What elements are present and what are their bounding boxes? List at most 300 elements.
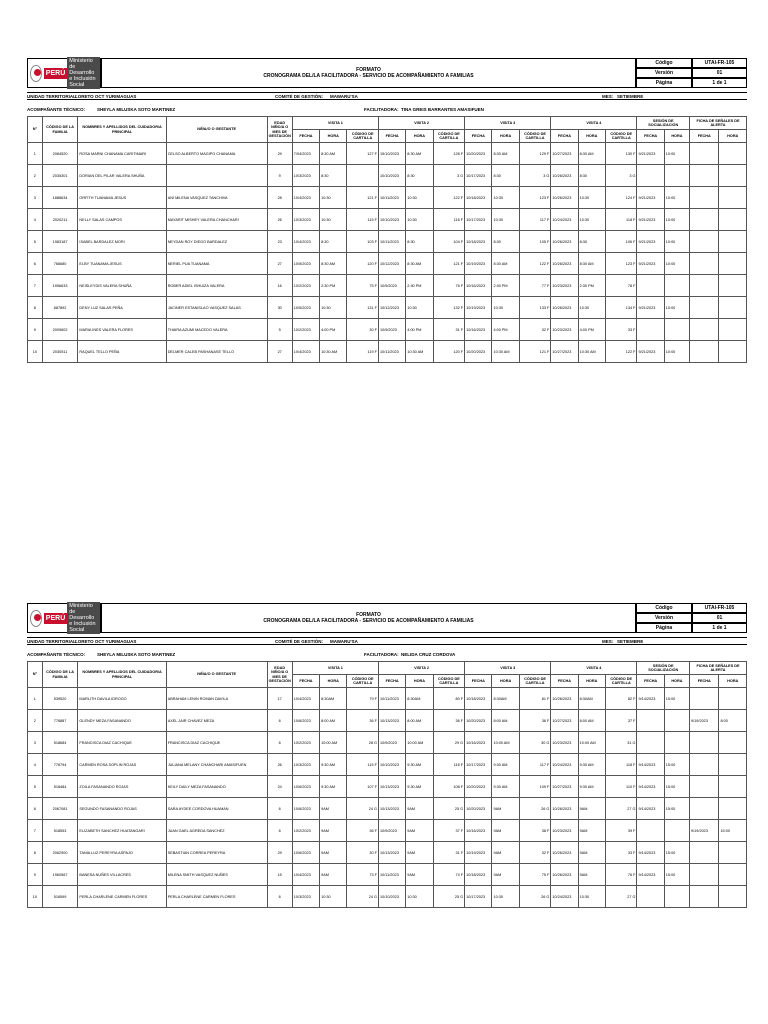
comite-value: MAWARU'SA	[330, 639, 358, 644]
cell-v1-cartilla: 73 F	[347, 864, 379, 886]
cell-v1-fecha: 10/3/2023	[292, 886, 319, 908]
cell-ficha-hora	[719, 187, 747, 209]
cell-v1-fecha: 10/4/2023	[292, 341, 319, 363]
cell-sesion-fecha: 9/14/2023	[637, 842, 664, 864]
cell-v2-hora: 9:30 AM	[406, 754, 433, 776]
cell-nino: MILENA SMITH VASQUEZ NUÑES	[166, 864, 267, 886]
cell-v3-hora: 9AM	[492, 798, 519, 820]
acompanante-label: ACOMPAÑANTE TÉCNICO:	[27, 652, 86, 657]
cell-n: 6	[28, 253, 43, 275]
cell-v1-fecha: 10/2/2023	[292, 275, 319, 297]
cell-v4-cartilla: 123 F	[605, 253, 637, 275]
cell-nino	[166, 165, 267, 187]
cell-v1-cartilla: 28 G	[347, 732, 379, 754]
cell-n: 4	[28, 209, 43, 231]
subcol-fecha: FECHA	[378, 675, 405, 688]
cell-v2-hora: 8:30	[406, 165, 433, 187]
col-ficha: FICHA DE SEÑALES DE ALERTA	[690, 117, 747, 130]
cell-v4-hora: 9AM	[578, 798, 605, 820]
col-visita2: VISITA 2	[378, 662, 464, 675]
cell-v3-cartilla: 105 F	[519, 231, 551, 253]
cell-v4-fecha: 10/26/2023	[551, 688, 578, 710]
table-row	[28, 886, 747, 908]
acompanante-value: SHEYLA MILUSKA SOTO MARTINEZ	[97, 107, 176, 112]
cell-v3-fecha: 10/20/2023	[465, 341, 492, 363]
peru-seal-icon	[30, 65, 42, 82]
cell-v4-hora: 9AM	[578, 820, 605, 842]
cell-v4-fecha: 10/26/2023	[551, 231, 578, 253]
cell-sesion-fecha: 9/21/2023	[637, 297, 664, 319]
cell-sesion-fecha	[637, 319, 664, 341]
table-row	[28, 732, 747, 754]
cell-v2-fecha: 10/11/2023	[378, 187, 405, 209]
cell-edad: 28	[267, 187, 292, 209]
logo-peru-text: PERÚ	[45, 69, 66, 77]
table-row	[28, 231, 747, 253]
cell-edad: 9	[267, 165, 292, 187]
cell-v3-hora: 9:30 AM	[492, 754, 519, 776]
facilitadora-value: NELIDA CRUZ CORDOVA	[401, 652, 456, 657]
col-visita2: VISITA 2	[378, 117, 464, 130]
cell-sesion-fecha	[637, 820, 664, 842]
subcol-hora: HORA	[320, 675, 347, 688]
cell-v4-hora: 8:30	[578, 231, 605, 253]
cell-v2-hora: 8:30	[406, 231, 433, 253]
cell-v1-hora: 9AM	[320, 820, 347, 842]
cell-ficha-fecha	[690, 842, 719, 864]
mes-label: MES:	[602, 639, 614, 644]
subcol-fecha: FECHA	[690, 130, 719, 143]
cell-codigo: 2062900	[42, 842, 78, 864]
cell-v1-fecha: 10/6/2023	[292, 842, 319, 864]
cell-cuidador: FRANCISCA DIAZ CACHIQUE	[78, 732, 166, 754]
cell-v4-fecha: 10/26/2023	[551, 165, 578, 187]
cell-v1-cartilla: 107 F	[347, 776, 379, 798]
cell-v3-cartilla: 121 F	[519, 341, 551, 363]
cell-v1-cartilla: 36 F	[347, 710, 379, 732]
cell-sesion-hora: 15:00	[664, 842, 689, 864]
cell-nino: NEYDAN ROY DIEGO BARDALEZ	[166, 231, 267, 253]
cell-v3-fecha: 10/16/2023	[465, 820, 492, 842]
cell-v3-cartilla: 81 F	[519, 688, 551, 710]
cell-v1-cartilla: 121 F	[347, 187, 379, 209]
cell-v3-cartilla: 117 F	[519, 754, 551, 776]
cell-v3-cartilla: 123 F	[519, 187, 551, 209]
cell-v4-cartilla: 27 G	[605, 886, 637, 908]
cell-v4-cartilla: 118 F	[605, 209, 637, 231]
cell-n: 5	[28, 776, 43, 798]
cell-v4-cartilla: 78 F	[605, 275, 637, 297]
cell-cuidador: DENY LUZ SALAS PEÑA	[78, 297, 166, 319]
cell-v1-fecha: 10/4/2023	[292, 231, 319, 253]
subcol-cod-cartilla: CÓDIGO DE CARTILLA	[519, 675, 551, 688]
cell-v2-fecha: 10/9/2023	[378, 820, 405, 842]
cell-v2-fecha: 10/11/2023	[378, 231, 405, 253]
cell-v4-hora: 10:30	[578, 209, 605, 231]
cell-ficha-hora	[719, 253, 747, 275]
cell-v1-hora: 10:30	[320, 187, 347, 209]
table-row	[28, 754, 747, 776]
cell-v2-cartilla: 116 F	[433, 754, 465, 776]
subcol-fecha: FECHA	[551, 130, 578, 143]
cell-v1-hora: 10:30	[320, 297, 347, 319]
document-title: FORMATO CRONOGRAMA DEL/LA FACILITADORA - SERVICIO DE ACOMPAÑAMIENTO A FAMILIAS	[101, 603, 636, 633]
cell-v4-hora: 10:30	[578, 886, 605, 908]
cell-v4-fecha: 10/27/2023	[551, 143, 578, 165]
facilitadora-value: TINA GREIS BARRANTES AMASIFUEN	[401, 107, 484, 112]
cell-v3-cartilla: 32 F	[519, 319, 551, 341]
cell-codigo: 1956633	[42, 275, 78, 297]
col-visita1: VISITA 1	[292, 662, 378, 675]
cell-v3-hora: 10:30	[492, 209, 519, 231]
col-nino: NIÑA/O O GESTANTE	[166, 117, 267, 143]
cell-v3-fecha: 10/20/2023	[465, 798, 492, 820]
cell-ficha-fecha	[690, 886, 719, 908]
subcol-cod-cartilla: CÓDIGO DE CARTILLA	[347, 130, 379, 143]
cell-v3-fecha: 10/18/2023	[465, 864, 492, 886]
cell-n: 8	[28, 842, 43, 864]
subcol-fecha: FECHA	[292, 130, 319, 143]
cell-ficha-fecha	[690, 209, 719, 231]
cell-cuidador: SEGUNDO FASANANDO ROJAS	[78, 798, 166, 820]
cell-v2-cartilla: 29 G	[433, 732, 465, 754]
cell-v3-cartilla: 3 G	[519, 165, 551, 187]
cell-codigo: 687892	[42, 297, 78, 319]
cell-cuidador: ZOILA FASANANDO ROJAS	[78, 776, 166, 798]
cell-v1-fecha: 10/3/2023	[292, 165, 319, 187]
table-row	[28, 319, 747, 341]
cell-v1-fecha: 10/6/2023	[292, 798, 319, 820]
cell-v3-fecha: 10/18/2023	[465, 187, 492, 209]
cell-sesion-fecha: 9/14/2023	[637, 754, 664, 776]
cell-v2-hora: 8:30 AM	[406, 143, 433, 165]
cell-edad: 30	[267, 297, 292, 319]
cell-codigo: 2067081	[42, 798, 78, 820]
cell-sesion-hora: 10:00	[664, 187, 689, 209]
cell-v1-hora: 8:00 AM	[320, 710, 347, 732]
cell-v2-fecha: 10/11/2023	[378, 864, 405, 886]
codigo-label: Código	[636, 603, 692, 613]
schedule-table	[27, 661, 747, 908]
document-title: FORMATO CRONOGRAMA DEL/LA FACILITADORA - SERVICIO DE ACOMPAÑAMIENTO A FAMILIAS	[101, 58, 636, 88]
cell-v2-hora: 8:00 AM	[406, 710, 433, 732]
cell-v2-cartilla: 25 G	[433, 886, 465, 908]
col-visita3: VISITA 3	[465, 662, 551, 675]
cell-codigo: 2084520	[42, 143, 78, 165]
table-row	[28, 688, 747, 710]
cell-v2-cartilla: 116 F	[433, 209, 465, 231]
cell-n: 6	[28, 798, 43, 820]
cell-ficha-hora	[719, 864, 747, 886]
cell-v4-cartilla: 31 G	[605, 732, 637, 754]
cell-v3-hora: 8:30	[492, 231, 519, 253]
sheet-header	[27, 603, 747, 633]
cell-v1-hora: 8:30 AM	[320, 253, 347, 275]
cell-v1-cartilla: 30 F	[347, 842, 379, 864]
cell-nino: JACINER ESTANISLAO VASQUEZ SALAS	[166, 297, 267, 319]
cell-sesion-fecha: 9/14/2023	[637, 688, 664, 710]
cell-nino: FRANCISCA DIAZ CACHIQUE	[166, 732, 267, 754]
table-row	[28, 165, 747, 187]
unidad-label: UNIDAD TERRITORIAL:	[27, 639, 78, 644]
cell-v2-fecha: 10/13/2023	[378, 710, 405, 732]
table-row	[28, 864, 747, 886]
cell-v1-fecha: 10/5/2023	[292, 297, 319, 319]
col-sesion: SESIÓN DE SOCIALIZACIÓN	[637, 662, 690, 675]
cell-v4-fecha: 10/27/2023	[551, 710, 578, 732]
pagina-value: 1 de 1	[692, 623, 747, 633]
cell-codigo: 2020211	[42, 209, 78, 231]
cell-v1-cartilla: 36 F	[347, 820, 379, 842]
subcol-cod-cartilla: CÓDIGO DE CARTILLA	[347, 675, 379, 688]
cell-v2-hora: 9AM	[406, 864, 433, 886]
cell-sesion-hora: 10:00	[664, 209, 689, 231]
cell-v2-hora: 10:30	[406, 297, 433, 319]
cell-edad: 17	[267, 688, 292, 710]
cell-ficha-hora	[719, 275, 747, 297]
cell-v1-hora: 10:00 AM	[320, 732, 347, 754]
cell-v1-cartilla: 131 F	[347, 297, 379, 319]
cell-nino: SEBASTIAN CORREA PEREYRA	[166, 842, 267, 864]
cell-edad: 6	[267, 798, 292, 820]
cell-v1-hora: 4:00 PM	[320, 319, 347, 341]
cell-v3-cartilla: 26 G	[519, 886, 551, 908]
cell-v4-fecha: 10/23/2023	[551, 820, 578, 842]
cell-ficha-fecha	[690, 143, 719, 165]
cell-v1-fecha: 10/5/2023	[292, 253, 319, 275]
cell-v3-fecha: 10/17/2023	[465, 754, 492, 776]
cell-v1-fecha: 10/6/2023	[292, 776, 319, 798]
cell-sesion-hora	[664, 319, 689, 341]
cell-n: 2	[28, 710, 43, 732]
cell-codigo: 518684	[42, 732, 78, 754]
cell-sesion-fecha	[637, 710, 664, 732]
col-codigo: CÓDIGO DE LA FAMILIA	[42, 117, 78, 143]
cell-ficha-hora	[719, 341, 747, 363]
table-row	[28, 776, 747, 798]
table-row	[28, 209, 747, 231]
subcol-fecha: FECHA	[465, 675, 492, 688]
cell-cuidador: CARMEN ROSA SOPLIN ROJAS	[78, 754, 166, 776]
cell-v1-hora: 8:30AM	[320, 688, 347, 710]
cell-v4-fecha: 10/24/2023	[551, 886, 578, 908]
cell-v2-fecha: 10/9/2023	[378, 275, 405, 297]
cell-cuidador: NELLY SALAS CAMPOS	[78, 209, 166, 231]
cell-n: 1	[28, 143, 43, 165]
table-row	[28, 341, 747, 363]
cell-v2-cartilla: 104 F	[433, 231, 465, 253]
cell-edad: 15	[267, 864, 292, 886]
subcol-hora: HORA	[492, 130, 519, 143]
cell-v4-hora: 10:30	[578, 297, 605, 319]
cell-v4-hora: 8:30 AM	[578, 253, 605, 275]
cell-sesion-fecha: 9/14/2023	[637, 798, 664, 820]
cell-v3-cartilla: 32 F	[519, 842, 551, 864]
codigo-value: UTAI-FR-105	[692, 58, 747, 68]
cell-v2-cartilla: 108 F	[433, 776, 465, 798]
cell-n: 1	[28, 688, 43, 710]
col-n: N°	[28, 117, 43, 143]
cell-n: 7	[28, 820, 43, 842]
cell-codigo: 776794	[42, 754, 78, 776]
cell-ficha-fecha: 9/19/2023	[690, 820, 719, 842]
cell-v3-hora: 9AM	[492, 842, 519, 864]
cell-v2-cartilla: 121 F	[433, 253, 465, 275]
cell-n: 8	[28, 297, 43, 319]
cell-v2-fecha: 10/13/2023	[378, 798, 405, 820]
cell-codigo: 518484	[42, 776, 78, 798]
subcol-hora: HORA	[320, 130, 347, 143]
cell-v2-cartilla: 122 F	[433, 187, 465, 209]
cell-v1-cartilla: 115 F	[347, 754, 379, 776]
cell-v1-hora: 9AM	[320, 842, 347, 864]
codigo-value: UTAI-FR-105	[692, 603, 747, 613]
cell-v2-cartilla: 120 F	[433, 341, 465, 363]
cell-v3-hora: 8:30AM	[492, 688, 519, 710]
cell-v3-fecha: 10/18/2023	[465, 688, 492, 710]
cell-ficha-fecha	[690, 732, 719, 754]
cell-ficha-fecha	[690, 253, 719, 275]
cell-v2-hora: 8:30 AM	[406, 253, 433, 275]
table-row	[28, 820, 747, 842]
cell-ficha-hora: 8:00	[719, 710, 747, 732]
cell-sesion-hora: 15:00	[664, 688, 689, 710]
cell-v2-cartilla: 37 F	[433, 820, 465, 842]
cell-v3-cartilla: 75 F	[519, 864, 551, 886]
col-n: N°	[28, 662, 43, 688]
cell-v4-cartilla: 33 F	[605, 319, 637, 341]
cell-v1-hora: 9AM	[320, 798, 347, 820]
cell-v4-hora: 9AM	[578, 842, 605, 864]
cell-cuidador: ORFITH TUANAMA JESUS	[78, 187, 166, 209]
cell-v3-fecha: 10/17/2023	[465, 886, 492, 908]
cell-v3-hora: 10:00 AM	[492, 732, 519, 754]
cell-ficha-hora	[719, 732, 747, 754]
mes-value: SETIEMBRE	[617, 94, 644, 99]
col-edad: EDAD NIÑO/A O MES DE GESTACIÓN	[267, 117, 292, 143]
cell-v4-fecha: 10/27/2023	[551, 776, 578, 798]
cell-n: 10	[28, 886, 43, 908]
version-value: 01	[692, 613, 747, 623]
cell-sesion-fecha: 9/14/2023	[637, 776, 664, 798]
cell-sesion-hora	[664, 820, 689, 842]
cell-ficha-fecha	[690, 275, 719, 297]
cell-edad: 6	[267, 820, 292, 842]
cell-v4-cartilla: 118 F	[605, 754, 637, 776]
cell-ficha-fecha: 9/19/2023	[690, 710, 719, 732]
cell-sesion-hora: 10:00	[664, 297, 689, 319]
cell-sesion-fecha: 9/21/2023	[637, 209, 664, 231]
cell-v2-cartilla: 3 G	[433, 165, 465, 187]
cell-v4-fecha: 10/24/2023	[551, 754, 578, 776]
cell-v1-hora: 8:30 AM	[320, 143, 347, 165]
cell-ficha-fecha	[690, 864, 719, 886]
facilitadora-label: FACILITADORA:	[364, 107, 399, 112]
cell-codigo: 766680	[42, 253, 78, 275]
cell-sesion-fecha	[637, 732, 664, 754]
acompanante-label: ACOMPAÑANTE TÉCNICO:	[27, 107, 86, 112]
cell-cuidador: RAQUEL TELLO PEÑA	[78, 341, 166, 363]
cell-v1-fecha: 10/3/2023	[292, 754, 319, 776]
cell-edad: 24	[267, 776, 292, 798]
version-label: Versión	[636, 68, 692, 78]
cell-v1-hora: 8:30	[320, 231, 347, 253]
subcol-fecha: FECHA	[465, 130, 492, 143]
cell-sesion-hora: 10:00	[664, 341, 689, 363]
cell-edad: 27	[267, 253, 292, 275]
cell-edad: 6	[267, 710, 292, 732]
cell-v2-fecha: 10/11/2023	[378, 341, 405, 363]
comite-value: MAWARU'SA	[330, 94, 358, 99]
cell-v3-fecha: 10/16/2023	[465, 732, 492, 754]
cell-cuidador: NEISLEYDIS VALERA SHUÑA	[78, 275, 166, 297]
cell-v4-hora: 10:00 AM	[578, 732, 605, 754]
cell-v1-cartilla: 115 F	[347, 209, 379, 231]
cell-v1-fecha: 10/4/2023	[292, 688, 319, 710]
cell-v2-hora: 2:30 PM	[406, 275, 433, 297]
cell-n: 4	[28, 754, 43, 776]
cell-codigo: 518553	[42, 820, 78, 842]
cell-ficha-hora	[719, 165, 747, 187]
ministry-logo	[27, 603, 101, 633]
cell-sesion-fecha: 9/21/2023	[637, 143, 664, 165]
cell-v2-hora: 9AM	[406, 798, 433, 820]
codigo-label: Código	[636, 58, 692, 68]
cell-v4-fecha: 10/23/2023	[551, 319, 578, 341]
cell-sesion-hora: 15:00	[664, 776, 689, 798]
pagina-label: Página	[636, 78, 692, 88]
cell-v2-fecha: 10/12/2023	[378, 297, 405, 319]
cell-nino: JULIANA MELANY CHANCHARI AMASIFUEN	[166, 754, 267, 776]
cell-v3-fecha: 10/17/2023	[465, 165, 492, 187]
subcol-cod-cartilla: CÓDIGO DE CARTILLA	[605, 130, 637, 143]
cell-sesion-fecha: 9/21/2023	[637, 231, 664, 253]
cell-ficha-hora	[719, 209, 747, 231]
cell-edad: 27	[267, 341, 292, 363]
cell-v3-cartilla: 133 F	[519, 297, 551, 319]
cell-v1-fecha: 10/3/2023	[292, 209, 319, 231]
cell-nino: THAIRA AZUMI MACEDO VALERA	[166, 319, 267, 341]
col-codigo: CÓDIGO DE LA FAMILIA	[42, 662, 78, 688]
subcol-fecha: FECHA	[637, 130, 664, 143]
cell-v2-hora: 9AM	[406, 820, 433, 842]
subcol-hora: HORA	[719, 130, 747, 143]
cell-v2-fecha: 10/11/2023	[378, 688, 405, 710]
subcol-fecha: FECHA	[637, 675, 664, 688]
unidad-label: UNIDAD TERRITORIAL:	[27, 94, 78, 99]
cell-v4-hora: 9:30 AM	[578, 754, 605, 776]
cell-edad: 23	[267, 231, 292, 253]
cell-v3-hora: 2:30 PM	[492, 275, 519, 297]
cell-v3-fecha: 10/19/2023	[465, 297, 492, 319]
cell-v3-fecha: 10/20/2023	[465, 143, 492, 165]
cell-sesion-hora	[664, 275, 689, 297]
cell-v1-hora: 9:30 AM	[320, 754, 347, 776]
cell-ficha-hora	[719, 297, 747, 319]
table-row	[28, 297, 747, 319]
cell-ficha-fecha	[690, 297, 719, 319]
cell-v4-fecha: 10/23/2023	[551, 275, 578, 297]
table-row	[28, 275, 747, 297]
cell-v3-fecha: 10/17/2023	[465, 209, 492, 231]
cell-v1-cartilla: 24 G	[347, 798, 379, 820]
subcol-fecha: FECHA	[292, 675, 319, 688]
table-row	[28, 798, 747, 820]
cell-v4-fecha: 10/26/2023	[551, 864, 578, 886]
cell-sesion-fecha	[637, 886, 664, 908]
cell-ficha-fecha	[690, 776, 719, 798]
cell-sesion-fecha: 9/14/2023	[637, 864, 664, 886]
